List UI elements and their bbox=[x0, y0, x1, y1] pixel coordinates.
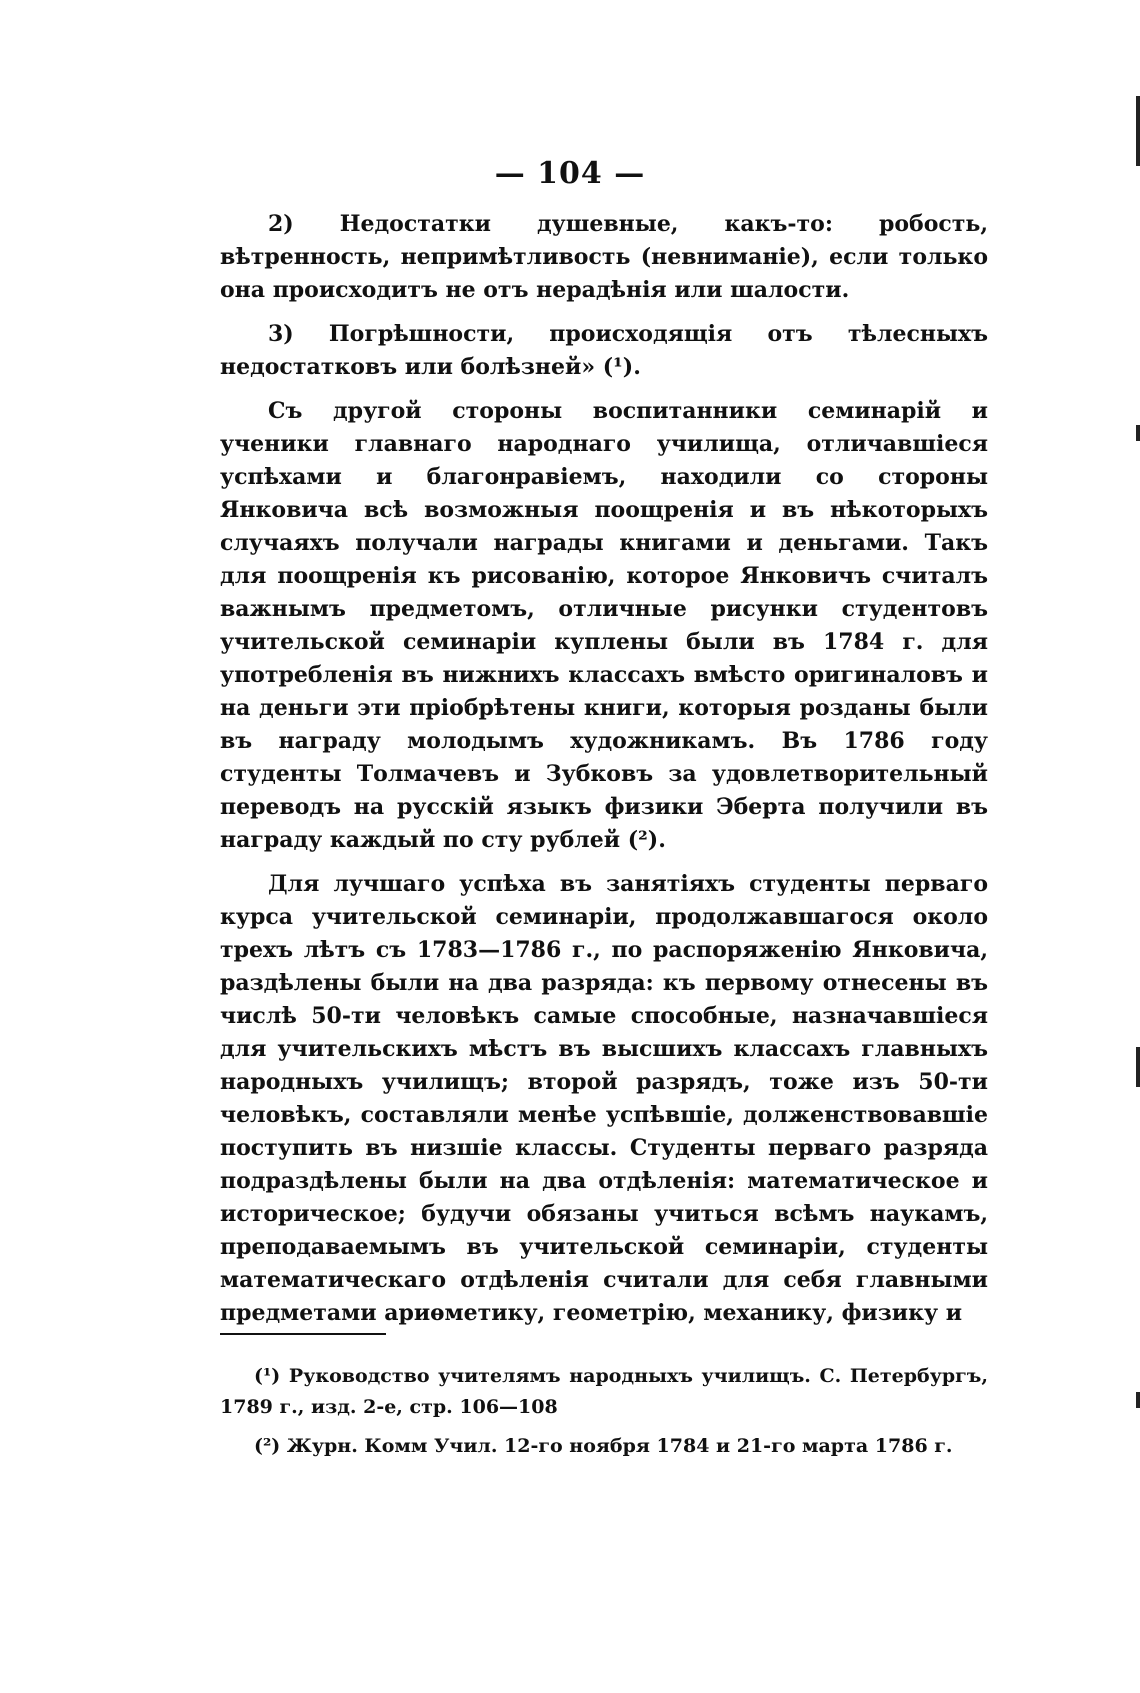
footnote-1: (¹) Руководство учителямъ народныхъ училищъ. С. Петербургъ, 1789 г., изд. 2-е, стр. 106—108 bbox=[220, 1365, 988, 1418]
page-edge-shadow bbox=[1130, 0, 1140, 1693]
paragraph-seminary-courses: Для лучшаго успѣха въ занятіяхъ студенты перваго курса учительской семинаріи, продолжавшагося около трехъ лѣтъ съ 1783—1786 г., по распоряженію Янковича, раздѣлены были на два разряда: къ первому отнесены въ числѣ 50-ти человѣкъ самые способные, назначавшіеся для учительскихъ мѣстъ въ высшихъ классахъ главныхъ народныхъ училищъ; второй разрядъ, тоже изъ 50-ти человѣкъ, составляли менѣе успѣвшіе, долженствовавшіе поступить въ низшіе классы. Студенты перваго разряда подраздѣлены были на два отдѣленія: математическое и историческое; будучи обязаны учиться всѣмъ наукамъ, преподаваемымъ въ учительской семинаріи, студенты математическаго отдѣленія считали для себя главными предметами ариѳметику, геометрію, механику, физику и bbox=[220, 871, 988, 1326]
paragraph-encouragement: Съ другой стороны воспитанники семинарій и ученики главнаго народнаго училища, отличавшіеся успѣхами и благонравіемъ, находили со стороны Янковича всѣ возможныя поощренія и въ нѣкоторыхъ случаяхъ получали награды книгами и деньгами. Такъ для поощренія къ рисованію, которое Янковичъ считалъ важнымъ предметомъ, отличные рисунки студентовъ учительской семинаріи куплены были въ 1784 г. для употребленія въ нижнихъ классахъ вмѣсто оригиналовъ и на деньги эти пріобрѣтены книги, которыя розданы были въ награду молодымъ художникамъ. Въ 1786 году студенты Толмачевъ и Зубковъ за удовлетворительный переводъ на русскій языкъ физики Эберта получили въ награду каждый по сту рублей (²). bbox=[220, 398, 988, 853]
page-number: — 104 — bbox=[494, 156, 646, 191]
paragraph-item-2: 2) Недостатки душевные, какъ-то: робость, вѣтренность, непримѣтливость (невниманіе), если только она происходитъ не отъ нерадѣнія или шалости. bbox=[220, 211, 988, 303]
footnotes bbox=[220, 1361, 988, 1470]
footnote-divider bbox=[220, 1333, 386, 1335]
footnote-2: (²) Журн. Комм Учил. 12-го ноября 1784 и 21-го марта 1786 г. bbox=[254, 1435, 953, 1457]
main-text bbox=[220, 208, 988, 1341]
paragraph-item-3: 3) Погрѣшности, происходящія отъ тѣлесныхъ недостатковъ или болѣзней» (¹). bbox=[220, 321, 988, 380]
